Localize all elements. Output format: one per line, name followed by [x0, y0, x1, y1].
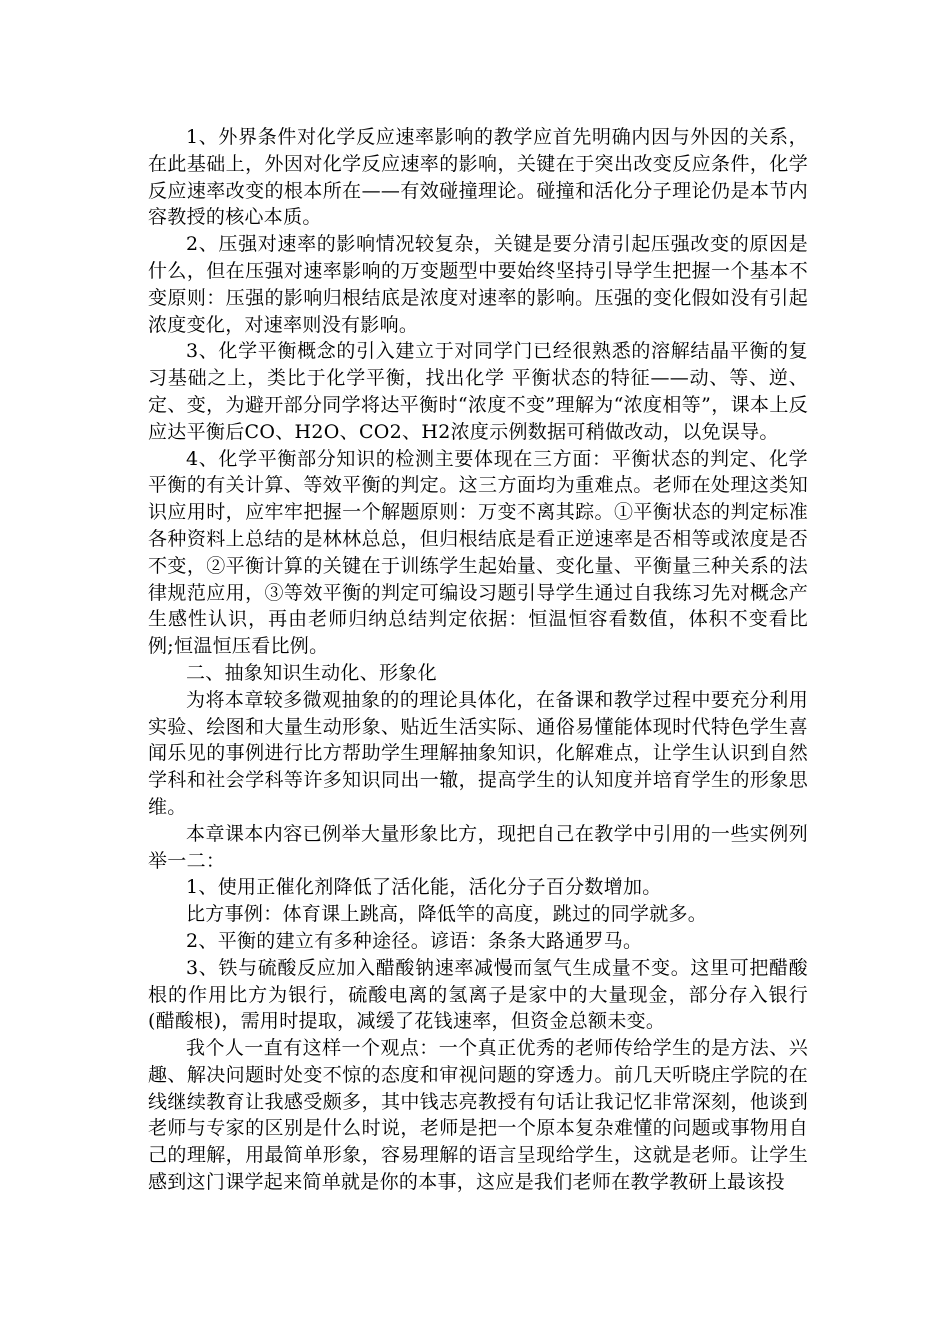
- paragraph-pressure-effect: 2、压强对速率的影响情况较复杂，关键是要分清引起压强改变的原因是什么，但在压强对速率影响的万变题型中要始终坚持引导学生把握一个基本不变原则：压强的影响归根结底是浓度对速率的影响。压强的变化假如没有引起浓度变化，对速率则没有影响。: [148, 233, 808, 336]
- paragraph-reaction-rate-conditions: 1、外界条件对化学反应速率影响的教学应首先明确内因与外因的关系，在此基础上，外因对化学反应速率的影响，关键在于突出改变反应条件，化学反应速率改变的根本所在——有效碰撞理论。碰撞和活化分子理论仍是本节内容教授的核心本质。: [148, 126, 808, 229]
- paragraph-concretize-theory: 为将本章较多微观抽象的的理论具体化，在备课和教学过程中要充分利用实验、绘图和大量生动形象、贴近生活实际、通俗易懂能体现时代特色学生喜闻乐见的事例进行比方帮助学生理解抽象知识，化解难点，让学生认识到自然学科和社会学科等许多知识同出一辙，提高学生的认知度并培育学生的形象思维。: [148, 688, 808, 818]
- document-body: [148, 124, 808, 1196]
- paragraph-iron-sulfuric-acid: 3、铁与硫酸反应加入醋酸钠速率减慢而氢气生成量不变。这里可把醋酸根的作用比方为银行，硫酸电离的氢离子是家中的大量现金，部分存入银行(醋酸根)，需用时提取，减缓了花钱速率，但资金总额未变。: [148, 956, 808, 1033]
- paragraph-catalyst: 1、使用正催化剂降低了活化能，活化分子百分数增加。: [186, 876, 662, 899]
- paragraph-equilibrium-concept: 3、化学平衡概念的引入建立于对同学门已经很熟悉的溶解结晶平衡的复习基础之上，类比于化学平衡，找出化学 平衡状态的特征——动、等、逆、定、变，为避开部分同学将达平衡时“浓度不变”理解为“浓度相等”，课本上反应达平衡后CO、H2O、CO2、H2浓度示例数据可稍做改动，以免误导。: [148, 340, 808, 443]
- section-heading-abstract-knowledge: 二、抽象知识生动化、形象化: [186, 661, 437, 684]
- paragraph-equilibrium-paths: 2、平衡的建立有多种途径。谚语：条条大路通罗马。: [186, 929, 643, 952]
- paragraph-analogy-high-jump: 比方事例：体育课上跳高，降低竿的高度，跳过的同学就多。: [186, 903, 708, 926]
- paragraph-examples-intro: 本章课本内容已例举大量形象比方，现把自己在教学中引用的一些实例列举一二：: [148, 822, 808, 872]
- paragraph-equilibrium-testing: 4、化学平衡部分知识的检测主要体现在三方面：平衡状态的判定、化学平衡的有关计算、等效平衡的判定。这三方面均为重难点。老师在处理这类知识应用时，应牢牢把握一个解题原则：万变不离其踪。①平衡状态的判定标准各种资料上总结的是林林总总，但归根结底是看正逆速率是否相等或浓度是否不变，②平衡计算的关键在于训练学生起始量、变化量、平衡量三种关系的法律规范应用，③等效平衡的判定可编设习题引导学生通过自我练习先对概念产生感性认识，再由老师归纳总结判定依据：恒温恒容看数值，体积不变看比例;恒温恒压看比例。: [148, 447, 808, 658]
- paragraph-personal-view: 我个人一直有这样一个观点：一个真正优秀的老师传给学生的是方法、兴趣、解决问题时处变不惊的态度和审视问题的穿透力。前几天听晓庄学院的在线继续教育让我感受颇多，其中钱志亮教授有句话让我记忆非常深刻，他谈到老师与专家的区别是什么时说，老师是把一个原本复杂难懂的问题或事物用自己的理解，用最简单形象，容易理解的语言呈现给学生，这就是老师。让学生感到这门课学起来简单就是你的本事，这应是我们老师在教学教研上最该投: [148, 1037, 808, 1194]
